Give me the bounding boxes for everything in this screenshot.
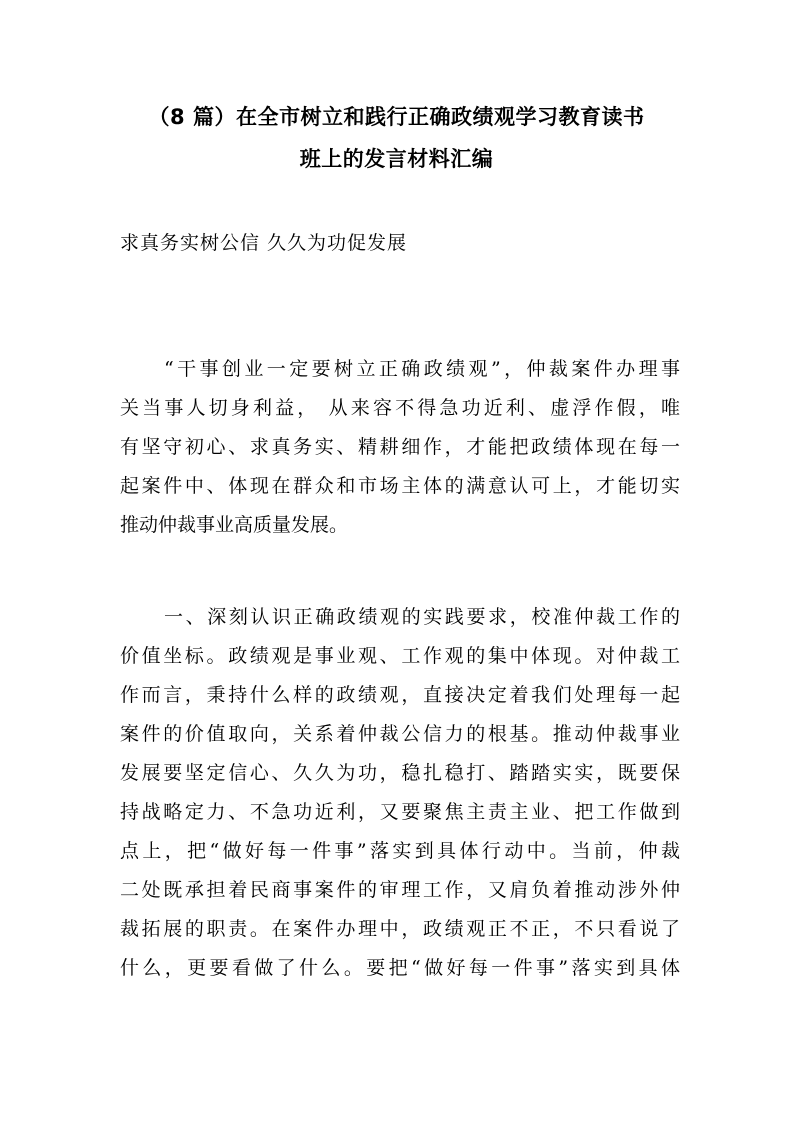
paragraph-line: 持战略定力、不急功近利，又要聚焦主责主业、把工作做到 — [120, 801, 680, 823]
paragraph-line: 一、深刻认识正确政绩观的实践要求，校准仲裁工作的 — [164, 606, 680, 628]
paragraph-line: “干事创业一定要树立正确政绩观”，仲裁案件办理事 — [164, 358, 680, 380]
document-title-line-2: 班上的发言材料汇编 — [299, 147, 494, 171]
document-title-line-1: （8 篇）在全市树立和践行正确政绩观学习教育读书 — [148, 105, 645, 129]
paragraph-line: 发展要坚定信心、久久为功，稳扎稳打、踏踏实实，既要保 — [120, 762, 680, 784]
paragraph-line: 什么，更要看做了什么。要把“做好每一件事”落实到具体 — [120, 957, 680, 979]
paragraph-line: 裁拓展的职责。在案件办理中，政绩观正不正，不只看说了 — [120, 918, 680, 940]
paragraph-line: 价值坐标。政绩观是事业观、工作观的集中体现。对仲裁工 — [120, 645, 680, 667]
paragraph-line: 点上，把“做好每一件事”落实到具体行动中。当前，仲裁 — [120, 840, 680, 862]
paragraph-line: 作而言，秉持什么样的政绩观，直接决定着我们处理每一起 — [120, 684, 680, 706]
paragraph-line: 有坚守初心、求真务实、精耕细作，才能把政绩体现在每一 — [120, 436, 680, 458]
paragraph-line: 推动仲裁事业高质量发展。 — [120, 514, 349, 536]
paragraph-1 — [120, 350, 680, 545]
paragraph-line: 起案件中、体现在群众和市场主体的满意认可上，才能切实 — [120, 475, 680, 497]
paragraph-line: 案件的价值取向，关系着仲裁公信力的根基。推动仲裁事业 — [120, 723, 680, 745]
paragraph-2 — [120, 598, 680, 988]
document-subtitle: 求真务实树公信 久久为功促发展 — [120, 232, 408, 254]
paragraph-line: 关当事人切身利益， 从来容不得急功近利、虚浮作假，唯 — [120, 397, 680, 419]
paragraph-line: 二处既承担着民商事案件的审理工作，又肩负着推动涉外仲 — [120, 879, 680, 901]
